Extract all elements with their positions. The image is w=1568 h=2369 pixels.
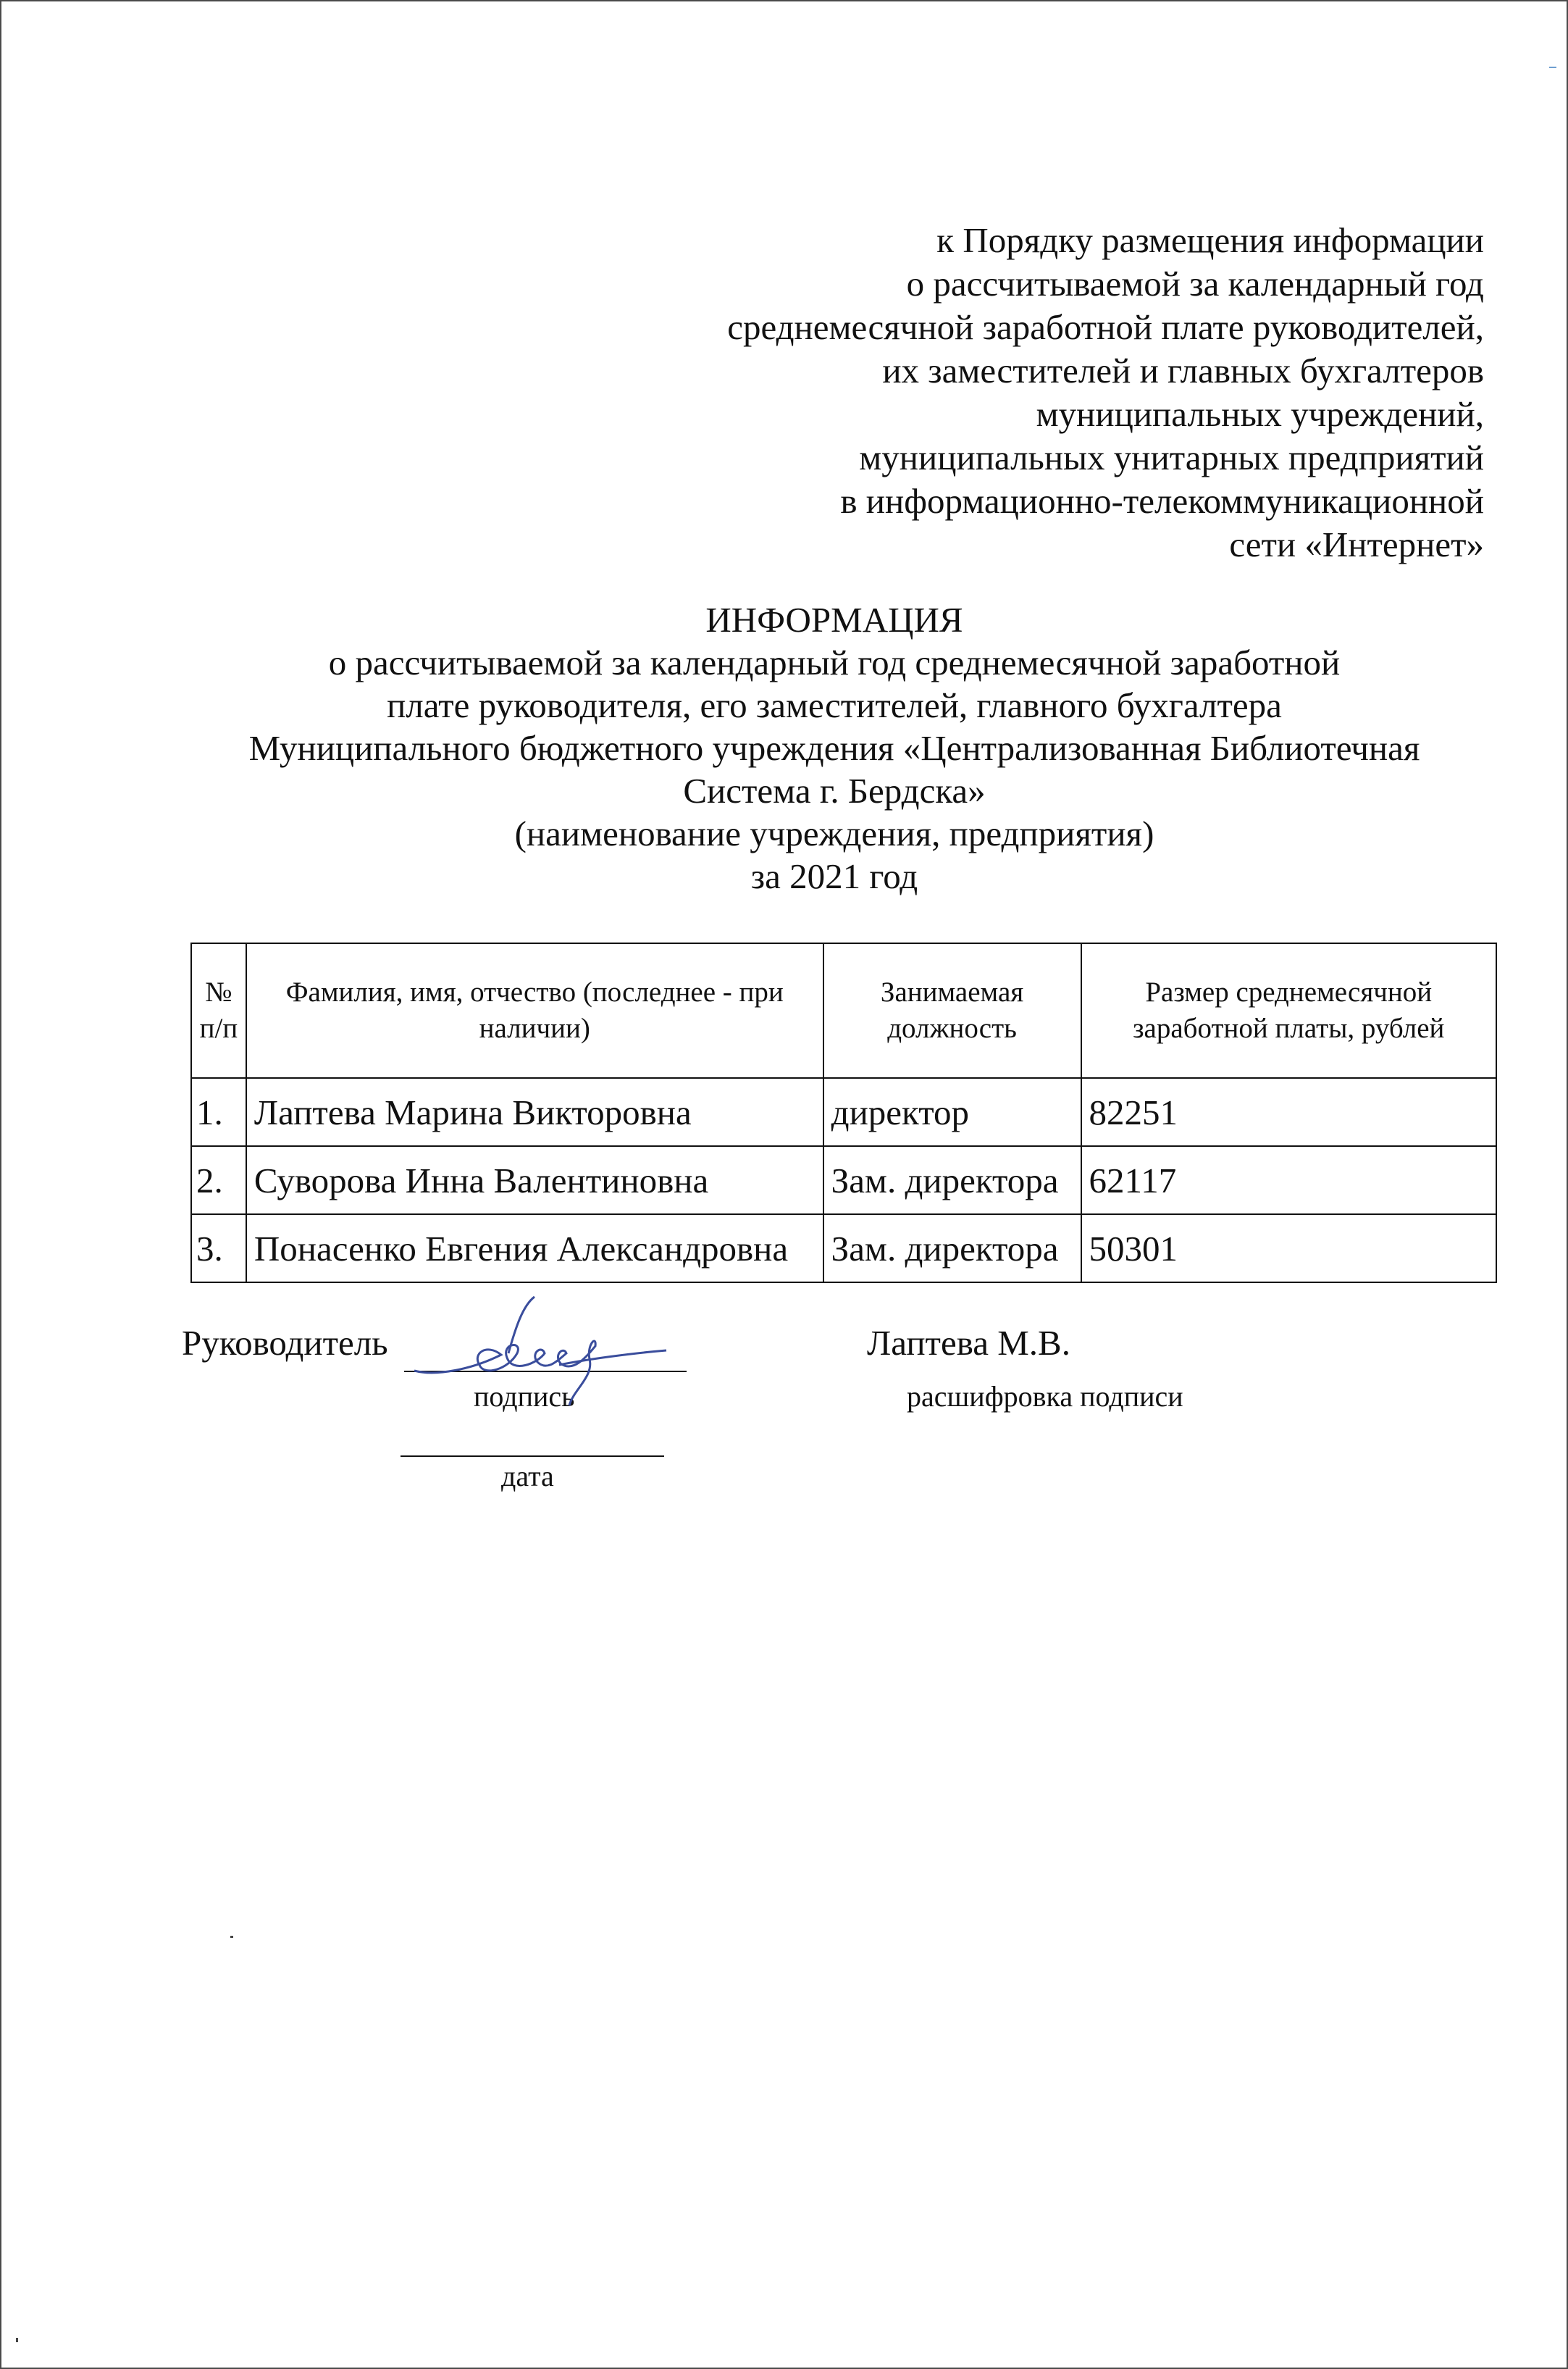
table-row bbox=[191, 1146, 1496, 1214]
cell-position: Зам. директора bbox=[823, 1214, 1081, 1282]
addressee-line: в информационно-телекоммуникационной bbox=[840, 481, 1484, 521]
cell-position: директор bbox=[823, 1078, 1081, 1146]
addressee-line: сети «Интернет» bbox=[1229, 525, 1484, 564]
heading-line: плате руководителя, его заместителей, главного бухгалтера bbox=[387, 685, 1282, 725]
table-row bbox=[191, 1214, 1496, 1282]
heading-line: Муниципального бюджетного учреждения «Централизованная Библиотечная bbox=[248, 728, 1420, 768]
addressee-line: муниципальных унитарных предприятий bbox=[859, 438, 1484, 477]
date-caption: дата bbox=[501, 1460, 554, 1492]
header-num: № п/п bbox=[191, 943, 246, 1078]
decoded-name-caption: расшифровка подписи bbox=[907, 1380, 1183, 1413]
scan-speck bbox=[16, 2338, 18, 2342]
document-title: ИНФОРМАЦИЯ bbox=[705, 600, 963, 640]
table-header-row bbox=[191, 943, 1496, 1078]
cell-name: Лаптева Марина Викторовна bbox=[246, 1078, 823, 1146]
cell-position: Зам. директора bbox=[823, 1146, 1081, 1214]
addressee-line: их заместителей и главных бухгалтеров bbox=[882, 351, 1484, 390]
addressee-line: о рассчитываемой за календарный год bbox=[906, 264, 1484, 304]
cell-salary: 50301 bbox=[1081, 1214, 1496, 1282]
table-row bbox=[191, 1078, 1496, 1146]
addressee-block bbox=[470, 219, 1484, 567]
scan-speck bbox=[1549, 67, 1556, 68]
salary-table bbox=[190, 943, 1497, 1283]
cell-salary: 62117 bbox=[1081, 1146, 1496, 1214]
signature-caption: подпись bbox=[474, 1380, 575, 1413]
heading-line: о рассчитываемой за календарный год среднемесячной заработной bbox=[328, 643, 1341, 682]
addressee-line: к Порядку размещения информации bbox=[936, 220, 1484, 260]
cell-num: 1. bbox=[191, 1078, 246, 1146]
heading-line: Система г. Бердска» bbox=[683, 771, 986, 811]
handwritten-signature bbox=[393, 1284, 668, 1414]
heading-line: за 2021 год bbox=[750, 856, 918, 896]
header-name: Фамилия, имя, отчество (последнее - при наличии) bbox=[246, 943, 823, 1078]
cell-num: 3. bbox=[191, 1214, 246, 1282]
header-salary: Размер среднемесячной заработной платы, рублей bbox=[1081, 943, 1496, 1078]
cell-salary: 82251 bbox=[1081, 1078, 1496, 1146]
header-position: Занимаемая должность bbox=[823, 943, 1081, 1078]
cell-name: Суворова Инна Валентиновна bbox=[246, 1146, 823, 1214]
addressee-line: среднемесячной заработной плате руководителей, bbox=[727, 307, 1484, 347]
cell-num: 2. bbox=[191, 1146, 246, 1214]
scan-speck bbox=[230, 1936, 233, 1938]
heading-line: (наименование учреждения, предприятия) bbox=[514, 814, 1154, 853]
decoded-name: Лаптева М.В. bbox=[867, 1323, 1070, 1363]
addressee-line: муниципальных учреждений, bbox=[1036, 394, 1484, 434]
signatory-label: Руководитель bbox=[182, 1323, 388, 1363]
date-line bbox=[401, 1455, 664, 1457]
document-heading bbox=[132, 598, 1537, 898]
cell-name: Понасенко Евгения Александровна bbox=[246, 1214, 823, 1282]
